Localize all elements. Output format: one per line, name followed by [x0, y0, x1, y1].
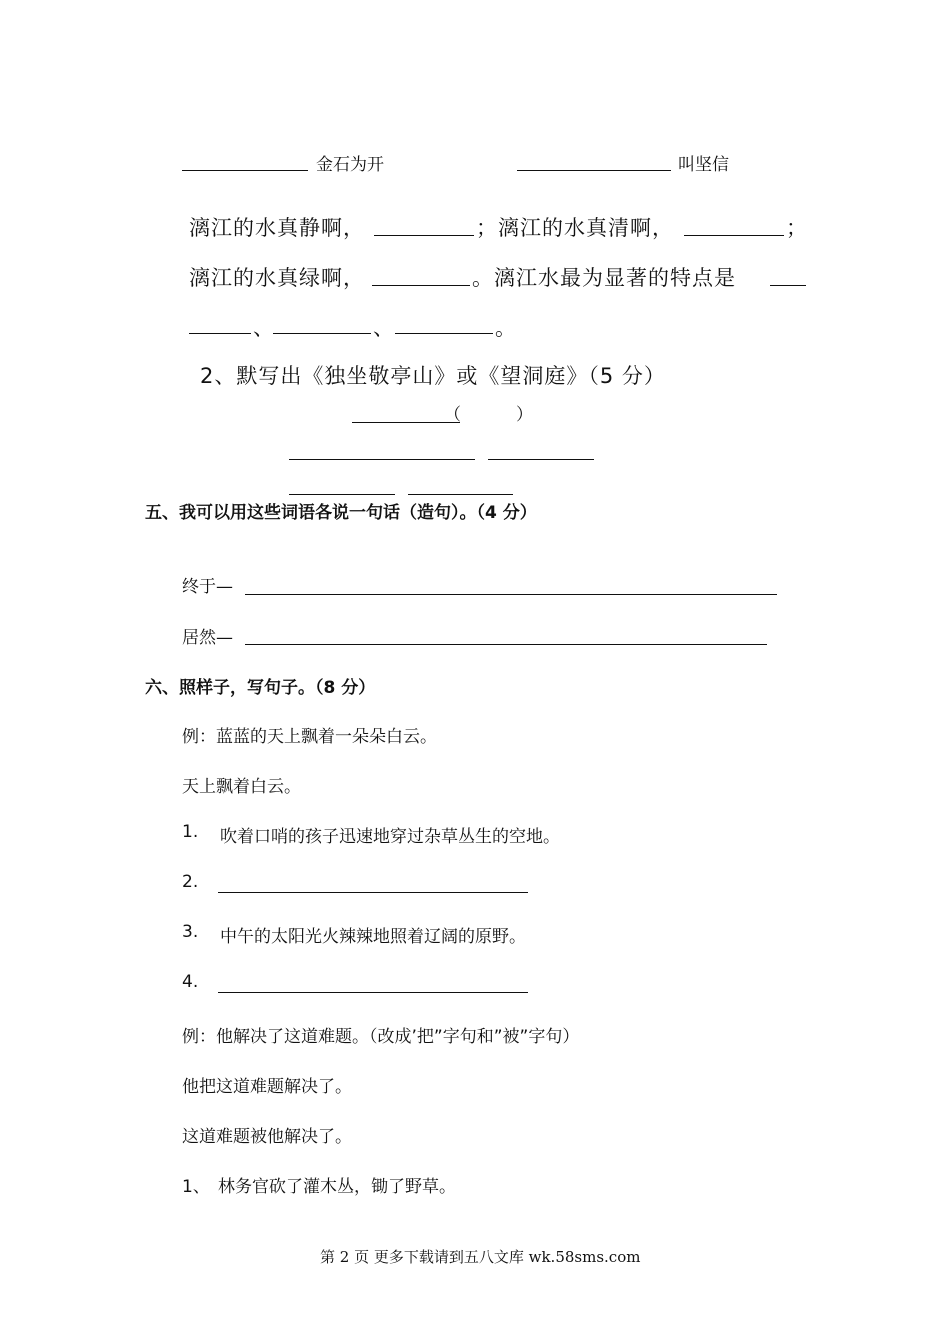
- item2-num: 2.: [182, 872, 199, 892]
- blank-proverb-1[interactable]: [182, 170, 308, 171]
- blank-lijiang-2[interactable]: [684, 235, 784, 236]
- example2: 例：他解决了这道难题。（改成’把”字句和”被”字句）: [182, 1027, 580, 1047]
- word1-label: 终于—: [182, 577, 233, 597]
- lijiang-sep1: ；: [476, 216, 498, 240]
- blank-feature-1[interactable]: [189, 333, 251, 334]
- example1: 例：蓝蓝的天上飘着一朵朵白云。: [182, 727, 437, 747]
- page-footer: 第 2 页 更多下载请到五八文库 wk.58sms.com: [320, 1248, 641, 1266]
- blank-feature-3[interactable]: [395, 333, 493, 334]
- proverb-2-text: 叫坚信: [678, 155, 729, 175]
- lijiang-comma1: 、: [253, 316, 275, 340]
- blank-feature-2[interactable]: [273, 333, 371, 334]
- item1-num: 1.: [182, 822, 199, 842]
- lijiang-period: 。: [495, 316, 517, 340]
- blank-word2[interactable]: [245, 644, 767, 645]
- answer1: 天上飘着白云。: [182, 777, 301, 797]
- blank-proverb-2[interactable]: [517, 170, 671, 171]
- poem-author-open: （: [444, 405, 461, 425]
- item3-num: 3.: [182, 922, 199, 942]
- item5-num: 1、: [182, 1177, 210, 1197]
- item4-num: 4.: [182, 972, 199, 992]
- blank-item2[interactable]: [218, 892, 528, 893]
- item3-text: 中午的太阳光火辣辣地照着辽阔的原野。: [220, 927, 526, 947]
- lijiang-line1-a: 漓江的水真静啊，: [189, 216, 365, 240]
- blank-lijiang-1[interactable]: [374, 235, 474, 236]
- item5-text: 林务官砍了灌木丛，锄了野草。: [218, 1177, 456, 1197]
- blank-item4[interactable]: [218, 992, 528, 993]
- poem-author-close: ）: [516, 405, 533, 425]
- blank-lijiang-3[interactable]: [372, 285, 470, 286]
- proverb-1-text: 金石为开: [316, 155, 384, 175]
- answer2a: 他把这道难题解决了。: [182, 1077, 352, 1097]
- blank-lijiang-feature-start[interactable]: [770, 285, 806, 286]
- word2-label: 居然—: [182, 628, 233, 648]
- lijiang-line2-a: 漓江的水真绿啊，: [189, 266, 365, 290]
- lijiang-line2-b: 。漓江水最为显著的特点是: [472, 266, 736, 290]
- lijiang-sep2: ；: [786, 216, 808, 240]
- answer2b: 这道难题被他解决了。: [182, 1127, 352, 1147]
- item1-text: 吹着口哨的孩子迅速地穿过杂草丛生的空地。: [220, 827, 560, 847]
- section5-heading: 五、我可以用这些词语各说一句话（造句）。（4 分）: [145, 503, 537, 523]
- blank-poem-line2[interactable]: [488, 459, 594, 460]
- blank-poem-line1[interactable]: [289, 459, 475, 460]
- lijiang-line1-b: 漓江的水真清啊，: [498, 216, 674, 240]
- blank-poem-line3[interactable]: [289, 494, 395, 495]
- poem-title: 2、默写出《独坐敬亭山》或《望洞庭》（5 分）: [200, 364, 666, 388]
- blank-poem-line4[interactable]: [408, 494, 513, 495]
- blank-word1[interactable]: [245, 594, 777, 595]
- lijiang-comma2: 、: [373, 316, 395, 340]
- section6-heading: 六、照样子，写句子。（8 分）: [145, 678, 376, 698]
